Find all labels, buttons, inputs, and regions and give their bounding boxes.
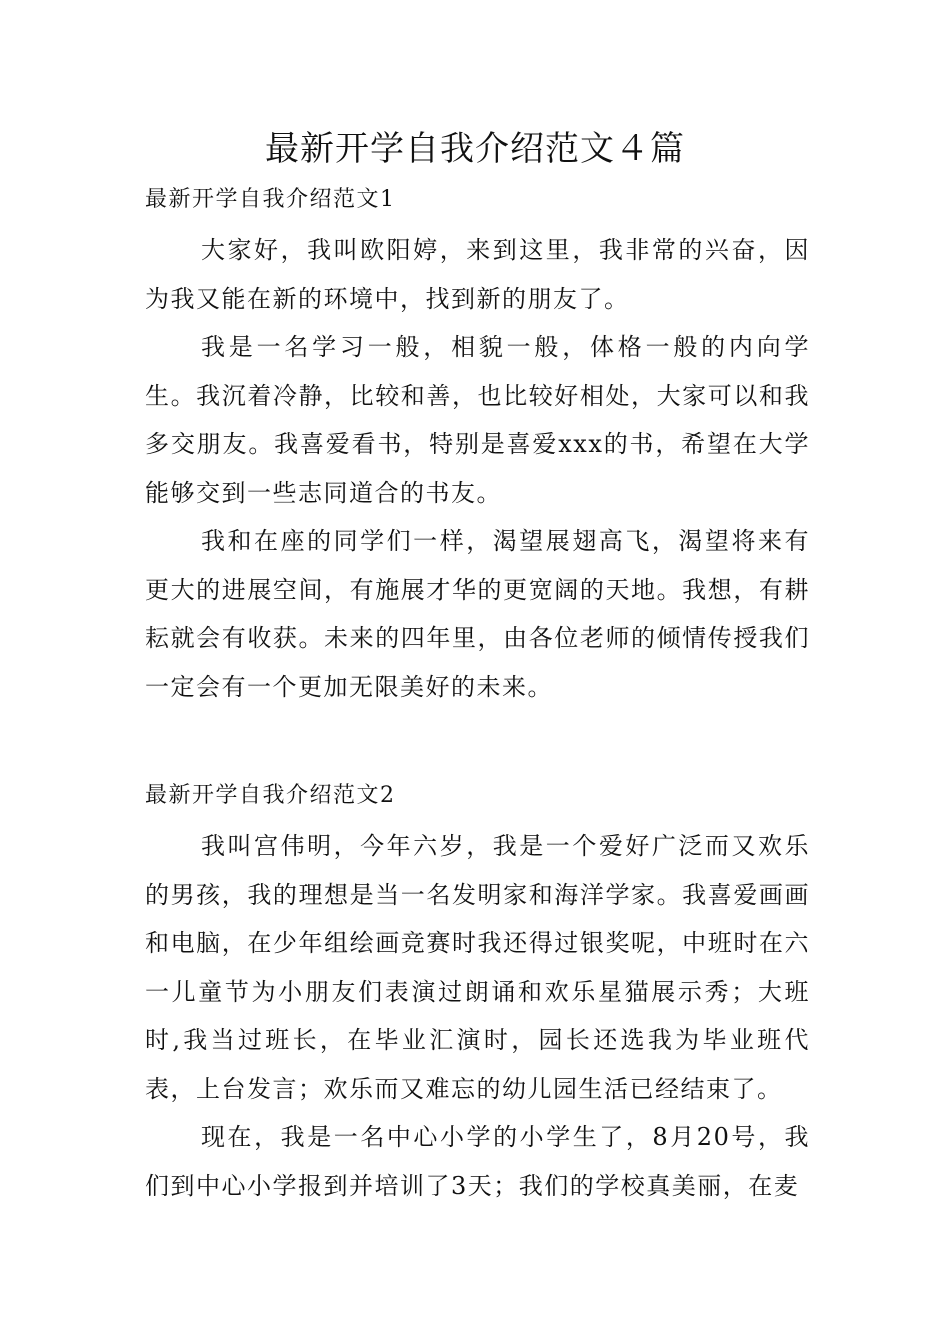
- paragraph: 大家好，我叫欧阳婷，来到这里，我非常的兴奋，因为我又能在新的环境中，找到新的朋友了。: [145, 236, 810, 313]
- section-heading: 最新开学自我介绍范文1: [145, 187, 396, 212]
- section-1: [145, 180, 810, 711]
- section-heading: 最新开学自我介绍范文2: [145, 783, 396, 808]
- paragraph: 我和在座的同学们一样，渴望展翅高飞，渴望将来有更大的进展空间，有施展才华的更宽阔的天地。我想，有耕耘就会有收获。未来的四年里，由各位老师的倾情传授我们一定会有一个更加无限美好的未来。: [145, 527, 810, 701]
- section-2: [145, 776, 810, 1210]
- document-title: 最新开学自我介绍范文４篇: [265, 129, 685, 169]
- paragraph: 我叫宫伟明，今年六岁，我是一个爱好广泛而又欢乐的男孩，我的理想是当一名发明家和海洋学家。我喜爱画画和电脑，在少年组绘画竞赛时我还得过银奖呢，中班时在六一儿童节为小朋友们表演过朗诵和欢乐星猫展示秀；大班时,我当过班长，在毕业汇演时，园长还选我为毕业班代表，上台发言；欢乐而又难忘的幼儿园生活已经结束了。: [145, 832, 810, 1103]
- paragraph: 我是一名学习一般，相貌一般，体格一般的内向学生。我沉着冷静，比较和善，也比较好相处，大家可以和我多交朋友。我喜爱看书，特别是喜爱xxx的书，希望在大学能够交到一些志同道合的书友。: [145, 333, 810, 507]
- paragraph: 现在，我是一名中心小学的小学生了，8月20号，我们到中心小学报到并培训了3天；我们的学校真美丽，在麦: [145, 1123, 810, 1200]
